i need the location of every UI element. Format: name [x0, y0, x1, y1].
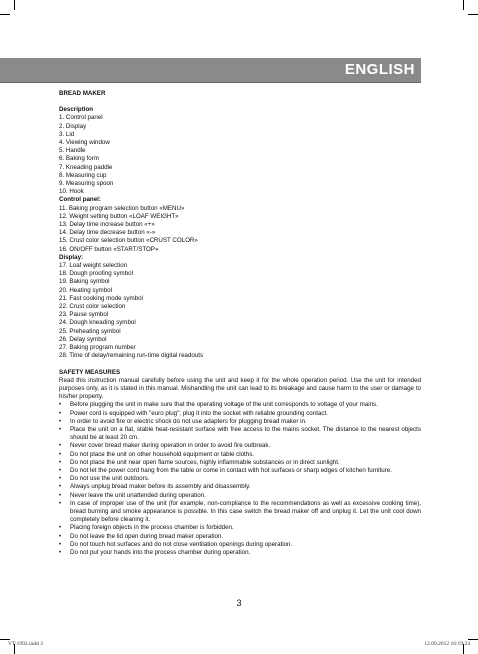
safety-heading: SAFETY MEASURES [59, 368, 121, 376]
bullet-icon: • [59, 417, 62, 425]
bullet-icon: • [59, 466, 62, 474]
list-item: 18. Dough proofing symbol [59, 270, 133, 278]
list-item: 4. Viewing window [59, 139, 110, 147]
bullet-item: • Placing foreign objects in the process chamber is forbidden. [59, 524, 234, 532]
list-item: 2. Display [59, 122, 87, 130]
list-item: 9. Measuring spoon [59, 180, 114, 188]
list-item: 3. Lid [59, 130, 75, 138]
bullet-item: • Do not touch hot surfaces and do not close ventilation openings during operation. [59, 540, 293, 548]
bullet-icon: • [59, 532, 62, 540]
list-item: 20. Heating symbol [59, 286, 112, 294]
crop-mark [468, 639, 478, 640]
list-item: 21. Fast cooking mode symbol [59, 294, 143, 302]
list-item: 25. Preheating symbol [59, 327, 121, 335]
list-item: 1. Control panel [59, 114, 103, 122]
list-item: 23. Pause symbol [59, 311, 109, 319]
description-list [59, 114, 421, 196]
bullet-icon: • [59, 475, 62, 483]
list-item: 14. Delay time decrease button «-» [59, 229, 156, 237]
bullet-item: • Place the unit on a flat, stable heat-resistant surface with free access to the mains socket. The distance to the nearest objects should be at least 20 cm. [59, 425, 421, 442]
footer-file-name: VT-1992.indd 3 [8, 641, 43, 647]
list-item: 22. Crust color selection [59, 303, 126, 311]
crop-mark [463, 0, 464, 10]
page-number: 3 [236, 598, 242, 608]
list-item: 27. Baking program number [59, 344, 136, 352]
bullet-item: • Never cover bread maker during operation in order to avoid fire outbreak. [59, 442, 271, 450]
bullet-icon: • [59, 540, 62, 548]
list-item: 24. Dough kneading symbol [59, 319, 136, 327]
crop-mark [0, 14, 10, 15]
list-item: 17. Loaf weight selection [59, 262, 128, 270]
control-panel-list [59, 205, 421, 254]
language-header-bar [0, 58, 421, 83]
bullet-item: • Do not let the power cord hang from the table or come in contact with hot surfaces or sharp edges of kitchen furniture. [59, 466, 392, 474]
list-item: 28. Time of delay/remaining run-time digital readouts [59, 352, 204, 360]
bullet-item: • Do not leave the lid open during bread maker operation. [59, 532, 224, 540]
crop-mark [14, 0, 15, 10]
footer-timestamp: 12.09.2012 16:19:24 [424, 641, 470, 647]
bullet-item: • Do not put your hands into the process chamber during operation. [59, 548, 251, 556]
display-heading: Display: [59, 253, 84, 261]
bullet-item: • Do not place the unit on other household equipment or table cloths. [59, 450, 255, 458]
safety-bullet-list [59, 401, 421, 557]
description-heading: Description [59, 106, 94, 114]
list-item: 11. Baking program selection button «MENU» [59, 204, 185, 212]
bullet-icon: • [59, 409, 62, 417]
control-panel-heading: Control panel: [59, 196, 101, 204]
bullet-item: • In order to avoid fire or electric shock do not use adapters for plugging bread maker in. [59, 417, 307, 425]
list-item: 16. ON/OFF button «START/STOP» [59, 245, 159, 253]
list-item: 19. Baking symbol [59, 278, 110, 286]
bullet-item: • Never leave the unit unattended during operation. [59, 491, 206, 499]
bullet-icon: • [59, 450, 62, 458]
bullet-item: • Always unplug bread maker before its assembly and disassembly. [59, 483, 251, 491]
list-item: 10. Hook [59, 188, 84, 196]
bullet-item: • In case of improper use of the unit (for example, non-compliance to the recommendations as well as excessive cooking time), bread burning and smoke appearance is possible. In this case switch the bread maker off and unplug it. Let the unit cool down completely before cleaning it. [59, 499, 421, 524]
bullet-item: • Power cord is equipped with "euro plug"; plug it into the socket with reliable grounding contact. [59, 409, 328, 417]
list-item: 8. Measuring cup [59, 171, 107, 179]
bullet-icon: • [59, 442, 62, 450]
list-item: 13. Delay time increase button «+» [59, 221, 155, 229]
manual-content [59, 90, 421, 557]
bullet-icon: • [59, 483, 62, 491]
crop-mark [0, 639, 10, 640]
list-item: 12. Weight setting button «LOAF WEIGHT» [59, 212, 179, 220]
bullet-icon: • [59, 499, 62, 507]
list-item: 7. Kneading paddle [59, 163, 113, 171]
display-list [59, 262, 421, 360]
section-title: BREAD MAKER [59, 90, 106, 97]
bullet-icon: • [59, 524, 62, 532]
language-title: ENGLISH [344, 61, 415, 78]
bullet-icon: • [59, 548, 62, 556]
list-item: 15. Crust color selection button «CRUST COLOR» [59, 237, 198, 245]
list-item: 6. Baking form [59, 155, 99, 163]
list-item: 5. Handle [59, 147, 86, 155]
bullet-icon: • [59, 458, 62, 466]
safety-intro: Read this instruction manual carefully before using the unit and keep it for the whole operation period. Use the unit for intended purposes only, as it is stated in this manual. Mishandling the unit can lead to its breakage and cause harm to the user or damage to his/her property. [59, 376, 421, 401]
crop-mark [468, 14, 478, 15]
bullet-item: • Before plugging the unit in make sure that the operating voltage of the unit corresponds to voltage of your mains. [59, 401, 378, 409]
bullet-item: • Do not use the unit outdoors. [59, 475, 150, 483]
bullet-item: • Do not place the unit near open flame sources, highly inflammable substances or in direct sunlight. [59, 458, 340, 466]
bullet-icon: • [59, 401, 62, 409]
bullet-icon: • [59, 425, 62, 433]
list-item: 26. Delay symbol [59, 335, 107, 343]
bullet-icon: • [59, 491, 62, 499]
